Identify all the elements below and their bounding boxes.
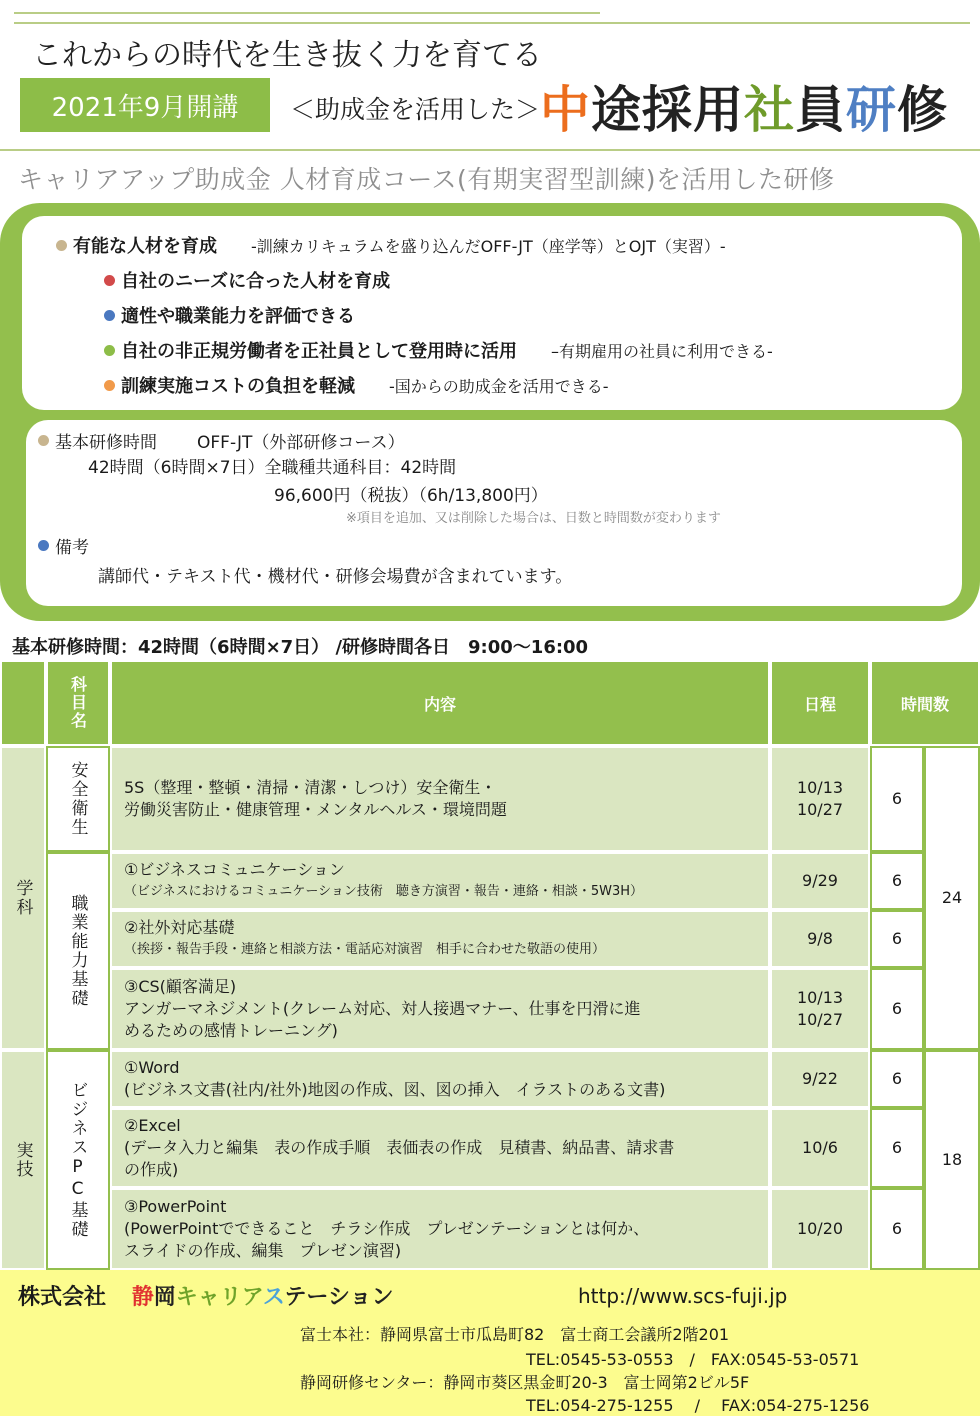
bullet-dot-icon [104, 275, 115, 286]
content-line: （ビジネスにおけるコミュニケーション技術 聴き方演習・報告・連絡・相談・5W3H） [124, 884, 644, 899]
hq-address: 富士本社：静岡県富士市瓜島町82 富士商工会議所2階201 [300, 1325, 730, 1344]
company-part: キャリア [175, 1285, 263, 1310]
table-row-hours: 6 [870, 1050, 924, 1108]
header-subject [46, 660, 110, 746]
subject-safety [46, 746, 110, 852]
benefit-item [104, 337, 773, 363]
content-line: めるための感情トレーニング) [124, 1021, 338, 1040]
total-theory: 24 [924, 746, 980, 1050]
header-subject-text: 科目名 [68, 676, 88, 730]
content-line: ①Word [124, 1058, 180, 1077]
date-line: 10/27 [796, 800, 844, 819]
subject-pc [46, 1050, 110, 1270]
benefit-label: 自社の非正規労働者を正社員として登用時に活用 [121, 341, 517, 362]
table-row-hours: 6 [870, 746, 924, 852]
table-row-date: 10/6 [770, 1108, 870, 1188]
header-hours: 時間数 [870, 660, 980, 746]
hours-line: 42時間（6時間×7日）全職種共通科目：42時間 [88, 458, 457, 478]
price-note: ※項目を追加、又は削除した場合は、日数と時間数が変わります [346, 511, 721, 526]
company-prefix: 株式会社 [18, 1285, 107, 1310]
subtitle: キャリアアップ助成金 人材育成コース(有期実習型訓練)を活用した研修 [18, 165, 835, 194]
bullet-dot-icon [38, 540, 49, 551]
table-row-hours: 6 [870, 1188, 924, 1270]
bullet-dot-icon [104, 345, 115, 356]
price-line: 96,600円（税抜）（6h/13,800円） [274, 486, 548, 506]
category-practice-text: 実技 [12, 1141, 33, 1179]
benefit-label: 有能な人材を育成 [73, 236, 217, 257]
title-char: 社 [744, 81, 795, 139]
table-row-content [110, 968, 770, 1050]
title-char: 途採用 [591, 81, 744, 139]
bullet-dot-icon [56, 240, 67, 251]
company-part: テーション [284, 1285, 394, 1310]
table-row-date: 9/29 [770, 852, 870, 910]
content-line: 労働災害防止・健康管理・メンタルヘルス・環境問題 [124, 800, 507, 819]
header-date: 日程 [770, 660, 870, 746]
total-practice: 18 [924, 1050, 980, 1270]
date-badge: 2021年9月開講 [20, 78, 270, 132]
table-row-date: 10/20 [770, 1188, 870, 1270]
content-line: (ビジネス文書(社内/社外)地図の作成、図、図の挿入 イラストのある文書) [124, 1080, 666, 1099]
content-line: ③CS(顧客満足) [124, 977, 237, 996]
content-line: スライドの作成、編集 プレゼン演習) [124, 1241, 402, 1260]
benefit-note: -訓練カリキュラムを盛り込んだOFF-JT（座学等）とOJT（実習）- [251, 236, 726, 256]
title-char: 員 [795, 81, 846, 139]
title-char: 研 [846, 81, 897, 139]
company-name [18, 1280, 394, 1311]
date-line: 10/13 [796, 988, 844, 1007]
content-line: アンガーマネジメント(クレーム対応、対人接遇マナー、仕事を円滑に進 [124, 999, 641, 1018]
benefit-item [104, 372, 609, 398]
category-practice [0, 1050, 46, 1270]
table-row-content [110, 1050, 770, 1108]
company-part: 静 [131, 1285, 154, 1310]
content-line: ①ビジネスコミュニケーション [124, 860, 345, 879]
category-theory [0, 746, 46, 1050]
table-row-hours: 6 [870, 968, 924, 1050]
header-divider [0, 149, 980, 151]
subject-vocational-text: 職業能力基礎 [67, 894, 88, 1008]
center-address: 静岡研修センター：静岡市葵区黒金町20-3 富士岡第2ビル5F [300, 1373, 750, 1392]
top-rule-short [14, 12, 600, 14]
table-row-content [110, 746, 770, 852]
table-row-date: 9/8 [770, 910, 870, 968]
content-line: ③PowerPoint [124, 1197, 227, 1216]
benefit-note: -国からの助成金を活用できる- [389, 376, 609, 396]
content-line: 5S（整理・整頓・清掃・清潔・しつけ）安全衛生・ [124, 778, 497, 797]
table-row-date [770, 746, 870, 852]
content-line: ②Excel [124, 1116, 181, 1135]
table-row-date [770, 968, 870, 1050]
bullet-dot-icon [38, 435, 49, 446]
remarks-label-row [38, 533, 89, 558]
table-row-hours: 6 [870, 910, 924, 968]
basic-course: OFF-JT（外部研修コース） [197, 433, 405, 453]
company-part: ス [262, 1285, 285, 1310]
table-row-content [110, 910, 770, 968]
subject-safety-text: 安全衛生 [67, 761, 88, 837]
header-blank-cell [0, 660, 46, 746]
main-title [540, 70, 948, 142]
table-row-content [110, 852, 770, 910]
company-part: 岡 [153, 1285, 176, 1310]
top-rule-long [14, 22, 970, 24]
basic-hours-label-row [38, 428, 405, 453]
table-row-content [110, 1188, 770, 1270]
hq-tel: TEL:0545-53-0553 / FAX:0545-53-0571 [526, 1350, 860, 1369]
content-line: の作成) [124, 1160, 179, 1179]
benefit-label: 訓練実施コストの負担を軽減 [121, 376, 355, 397]
remarks-text: 講師代・テキスト代・機材代・研修会場費が含まれています。 [98, 567, 573, 587]
center-tel: TEL:054-275-1255 / FAX:054-275-1256 [526, 1396, 870, 1415]
date-line: 10/13 [796, 778, 844, 797]
subject-pc-text: ビジネスPC基礎 [67, 1081, 88, 1239]
summary-line: 基本研修時間：42時間（6時間×7日） /研修時間各日 9:00～16:00 [12, 637, 589, 658]
date-line: 10/27 [796, 1010, 844, 1029]
basic-hours-label: 基本研修時間 [55, 433, 157, 453]
bullet-dot-icon [104, 310, 115, 321]
category-theory-text: 学科 [12, 879, 33, 917]
table-row-hours: 6 [870, 1108, 924, 1188]
content-line: (データ入力と編集 表の作成手順 表価表の作成 見積書、納品書、請求書 [124, 1138, 675, 1157]
table-row-date: 9/22 [770, 1050, 870, 1108]
benefit-item [104, 267, 390, 293]
table-row-content [110, 1108, 770, 1188]
company-url[interactable]: http://www.scs-fuji.jp [578, 1284, 788, 1308]
content-line: （挨拶・報告手段・連絡と相談方法・電話応対演習 相手に合わせた敬語の使用） [124, 942, 606, 957]
benefit-label: 自社のニーズに合った人材を育成 [121, 271, 391, 292]
table-row-hours: 6 [870, 852, 924, 910]
headline: これからの時代を生き抜く力を育てる [32, 38, 542, 73]
bullet-dot-icon [104, 380, 115, 391]
title-char: 中 [540, 81, 591, 139]
header-content: 内容 [110, 660, 770, 746]
subject-vocational [46, 852, 110, 1050]
benefit-note: –有期雇用の社員に利用できる- [551, 341, 773, 361]
benefit-item [104, 302, 355, 328]
benefit-label: 適性や職業能力を評価できる [121, 306, 355, 327]
content-line: ②社外対応基礎 [124, 918, 235, 937]
title-char: 修 [897, 81, 948, 139]
remarks-label: 備考 [55, 538, 89, 558]
benefit-item [56, 232, 726, 258]
subsidy-label: ＜助成金を活用した＞ [290, 95, 541, 124]
content-line: (PowerPointでできること チラシ作成 プレゼンテーションとは何か、 [124, 1219, 650, 1238]
